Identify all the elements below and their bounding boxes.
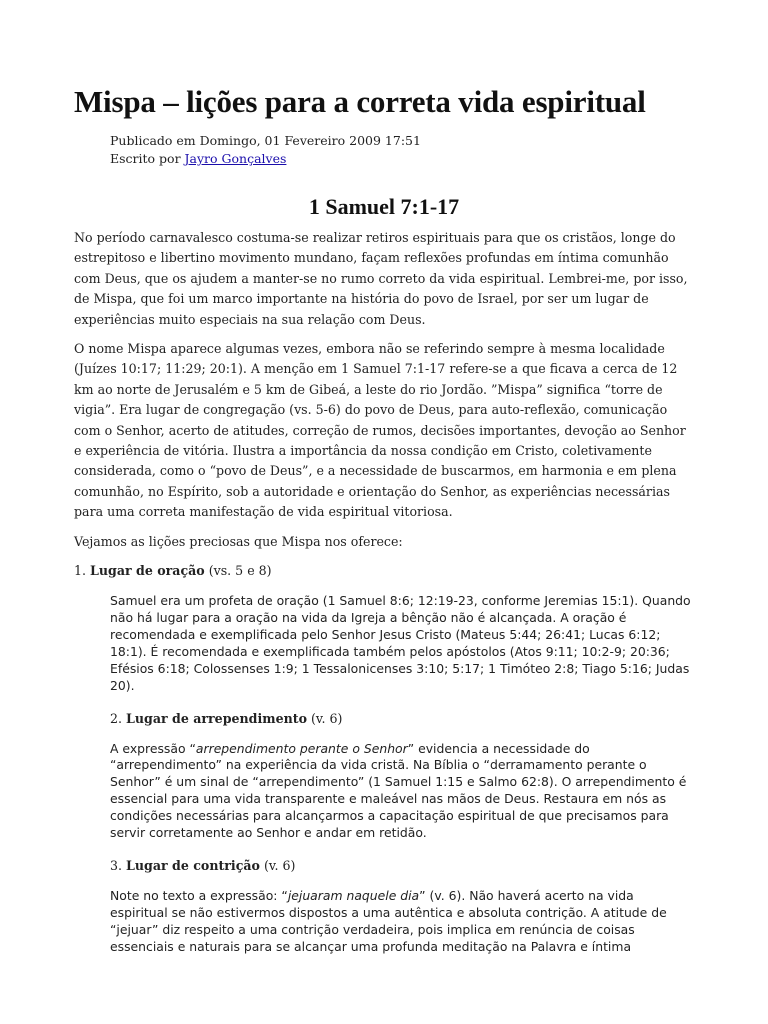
item-2-body-pre: A expressão “ [110,740,196,756]
item-3-body-pre: Note no texto a expressão: “ [110,887,288,903]
item-2-heading: Lugar de arrependimento [126,710,307,726]
article-meta [110,132,694,168]
item-2-ref: (v. 6) [310,710,343,726]
item-2-body-italic: arrependimento perante o Senhor [195,740,408,756]
item-3-title [110,856,694,876]
item-1-ref: (vs. 5 e 8) [208,563,272,579]
written-by-label: Escrito por [110,151,181,166]
author-link[interactable]: Jayro Gonçalves [184,151,287,166]
item-3-number: 3. [110,857,123,873]
item-2-title [110,709,694,729]
item-3-body [110,888,694,956]
scripture-subtitle: 1 Samuel 7:1-17 [308,194,460,219]
item-3-ref: (v. 6) [263,857,296,873]
intro-paragraph: No período carnavalesco costuma-se realizar retiros espirituais para que os cristãos, longe do estrepitoso e libertino movimento mundano, façam reflexões profundas em íntima comunhão com Deus, que os ajudem a manter-se no rumo correto da vida espiritual. Lembrei-me, por isso, de Mispa, que foi um marco importante na história do povo de Israel, por ser um lugar de experiências muito especiais na sua relação com Deus. [74,230,688,327]
body-paragraph: O nome Mispa aparece algumas vezes, embora não se referindo sempre à mesma localidade (Juízes 10:17; 11:29; 20:1). A menção em 1 Samuel 7:1-17 refere-se a que ficava a cerca de 12 km ao norte de Jerusalém e 5 km de Gibeá, a leste do rio Jordão. ”Mispa” significa “torre de vigia”. Era lugar de congregação (vs. 5-6) do povo de Deus, para auto-reflexão, comunicação com o Senhor, acerto de atitudes, correção de rumos, decisões importantes, devoção ao Senhor e experiência de vitória. Ilustra a importância da nossa condição em Cristo, coletivamente considerada, como o “povo de Deus”, e a necessidade de buscarmos, em harmonia e em plena comunhão, no Espírito, sob a autoridade e orientação do Senhor, as experiências necessárias para uma correta manifestação de vida espiritual vitoriosa. [74,341,686,520]
lead-in-paragraph: Vejamos as lições preciosas que Mispa nos oferece: [74,533,403,549]
item-3-block [110,856,694,876]
item-2-body-post: ” evidencia a necessidade do “arrependimento” na experiência da vida cristã. Na Bíblia o “derramamento perante o Senhor” é um sinal de “arrependimento” (1 Samuel 1:15 e Salmo 62:8). O arrependimento é essencial para uma vida transparente e maleável nas mãos de Deus. Restaura em nós as condições necessárias para alcançarmos a capacitação espiritual de que precisamos para servir corretamente ao Senhor e andar em retidão. [110,740,687,841]
article-title: Mispa – lições para a correta vida espiritual [74,84,646,119]
item-2-block [110,709,694,729]
item-3-heading: Lugar de contrição [126,857,260,873]
item-1-heading: Lugar de oração [90,563,205,579]
published-date: Publicado em Domingo, 01 Fevereiro 2009 17:51 [110,133,421,148]
item-3-body-italic: jejuaram naquele dia [287,887,420,903]
item-2-body [110,741,694,842]
item-1-title [74,561,694,581]
item-1-number: 1. [74,563,87,579]
item-2-number: 2. [110,710,123,726]
author-line [110,150,694,168]
item-1-body: Samuel era um profeta de oração (1 Samuel 8:6; 12:19-23, conforme Jeremias 15:1). Quando não há lugar para a oração na vida da Igreja a bênção não é alcançada. A oração é recomendada e exemplificada pelo Senhor Jesus Cristo (Mateus 5:44; 26:41; Lucas 6:12; 18:1). É recomendada e exemplificada também pelos apóstolos (Atos 9:11; 10:2-9; 20:36; Efésios 6:18; Colossenses 1:9; 1 Tessalonicenses 3:10; 5:17; 1 Timóteo 2:8; Tiago 5:16; Judas 20). [110,593,691,693]
item-3-body-post: ” (v. 6). Não haverá acerto na vida espiritual se não estivermos dispostos a uma autêntica e absoluta contrição. A atitude de “jejuar” diz respeito a uma contrição verdadeira, pois implica em renúncia de coisas essenciais e naturais para se alcançar uma profunda meditação na Palavra e íntima [110,887,667,954]
